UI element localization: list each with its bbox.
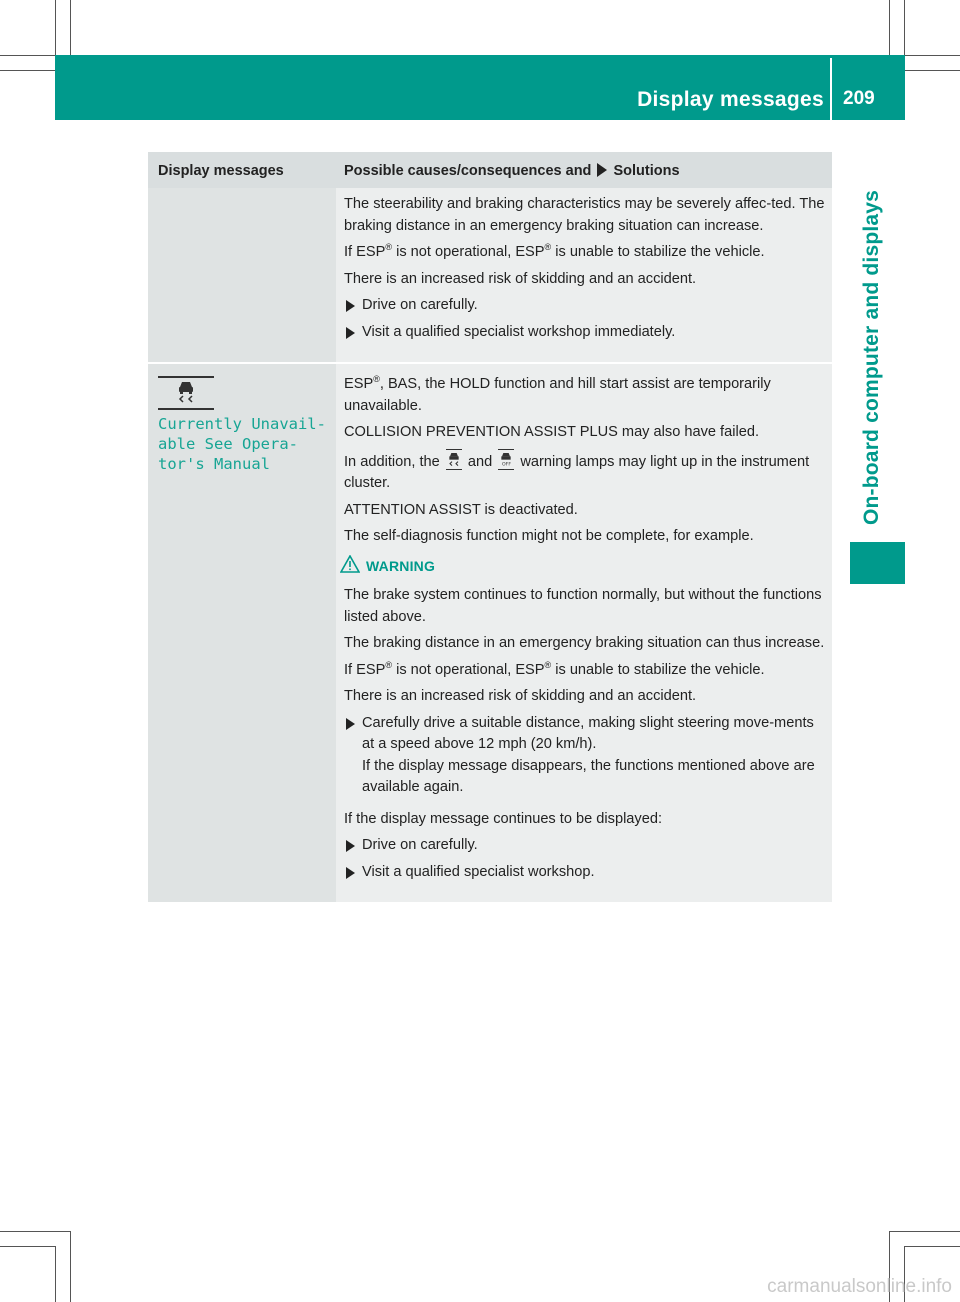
section-label: On-board computer and displays (860, 189, 883, 525)
crop-mark (0, 1246, 55, 1247)
crop-mark (55, 0, 56, 55)
display-message-cell (148, 364, 336, 902)
page-number: 209 (843, 88, 875, 109)
paragraph: ATTENTION ASSIST is deactivated. (344, 501, 578, 518)
crop-mark (55, 1246, 56, 1302)
column-header-solutions-text: Solutions (613, 163, 680, 179)
svg-text:OFF: OFF (502, 462, 512, 467)
action-step: Visit a qualified specialist workshop. (344, 862, 826, 884)
paragraph: The self-diagnosis function might not be complete, for example. (344, 528, 754, 544)
warning-heading: WARNING (366, 556, 826, 578)
table-row (148, 188, 832, 364)
esp-skid-icon (158, 376, 214, 410)
table-row (148, 364, 832, 904)
column-header-messages: Display messages (158, 163, 284, 179)
action-step: Carefully drive a suitable distance, making slight steering move-ments at a speed above 12 mph (20 km/h). (344, 713, 826, 756)
paragraph: There is an increased risk of skidding and an accident. (344, 270, 697, 287)
causes-cell (336, 364, 832, 902)
crop-mark (70, 1231, 71, 1302)
crop-mark (0, 55, 55, 56)
paragraph: The steerability and braking characteristics may be severely affec-ted. The braking distance in an emergency braking situation can increase. (344, 196, 825, 234)
crop-mark (904, 0, 905, 55)
display-message-cell (148, 188, 336, 362)
warning-triangle-icon (340, 555, 360, 573)
paragraph: If ESP® is not operational, ESP® is unable to stabilize the vehicle. (344, 242, 765, 260)
paragraph: If ESP® is not operational, ESP® is unable to stabilize the vehicle. (344, 659, 765, 678)
column-header-causes (336, 152, 832, 188)
messages-table (148, 152, 832, 904)
crop-mark (905, 55, 960, 56)
header-divider (830, 58, 832, 120)
paragraph: The braking distance in an emergency braking situation can thus increase. (344, 635, 825, 651)
causes-cell (336, 188, 832, 362)
paragraph: If the display message disappears, the functions mentioned above are available again. (362, 757, 815, 795)
paragraph: There is an increased risk of skidding and an accident. (344, 688, 697, 704)
crop-mark (889, 1231, 960, 1232)
esp-off-icon (498, 449, 514, 470)
paragraph: If the display message continues to be displayed: (344, 810, 663, 827)
crop-mark (0, 1231, 70, 1232)
section-tab (850, 542, 905, 584)
paragraph: In addition, the and OFF warning lamps may light up in the instrument cluster. (344, 449, 826, 495)
page-title: Display messages (637, 88, 824, 111)
action-step: Drive on carefully. (344, 295, 826, 317)
action-step: Drive on carefully. (344, 835, 826, 857)
action-step: Visit a qualified specialist workshop immediately. (344, 322, 826, 344)
arrow-icon (597, 163, 607, 177)
display-message-text: Currently Unavail‐ able See Opera‐ tor's Manual (158, 415, 326, 473)
paragraph: ESP®, BAS, the HOLD function and hill start assist are temporarily unavailable. (344, 374, 771, 414)
table-header (148, 152, 832, 188)
column-header-causes-text: Possible causes/consequences and (344, 163, 592, 179)
paragraph: COLLISION PREVENTION ASSIST PLUS may also have failed. (344, 424, 760, 440)
esp-skid-icon (446, 449, 462, 470)
watermark: carmanualsonline.info (767, 1276, 952, 1297)
paragraph: The brake system continues to function normally, but without the functions listed above. (344, 587, 822, 625)
crop-mark (905, 1246, 960, 1247)
